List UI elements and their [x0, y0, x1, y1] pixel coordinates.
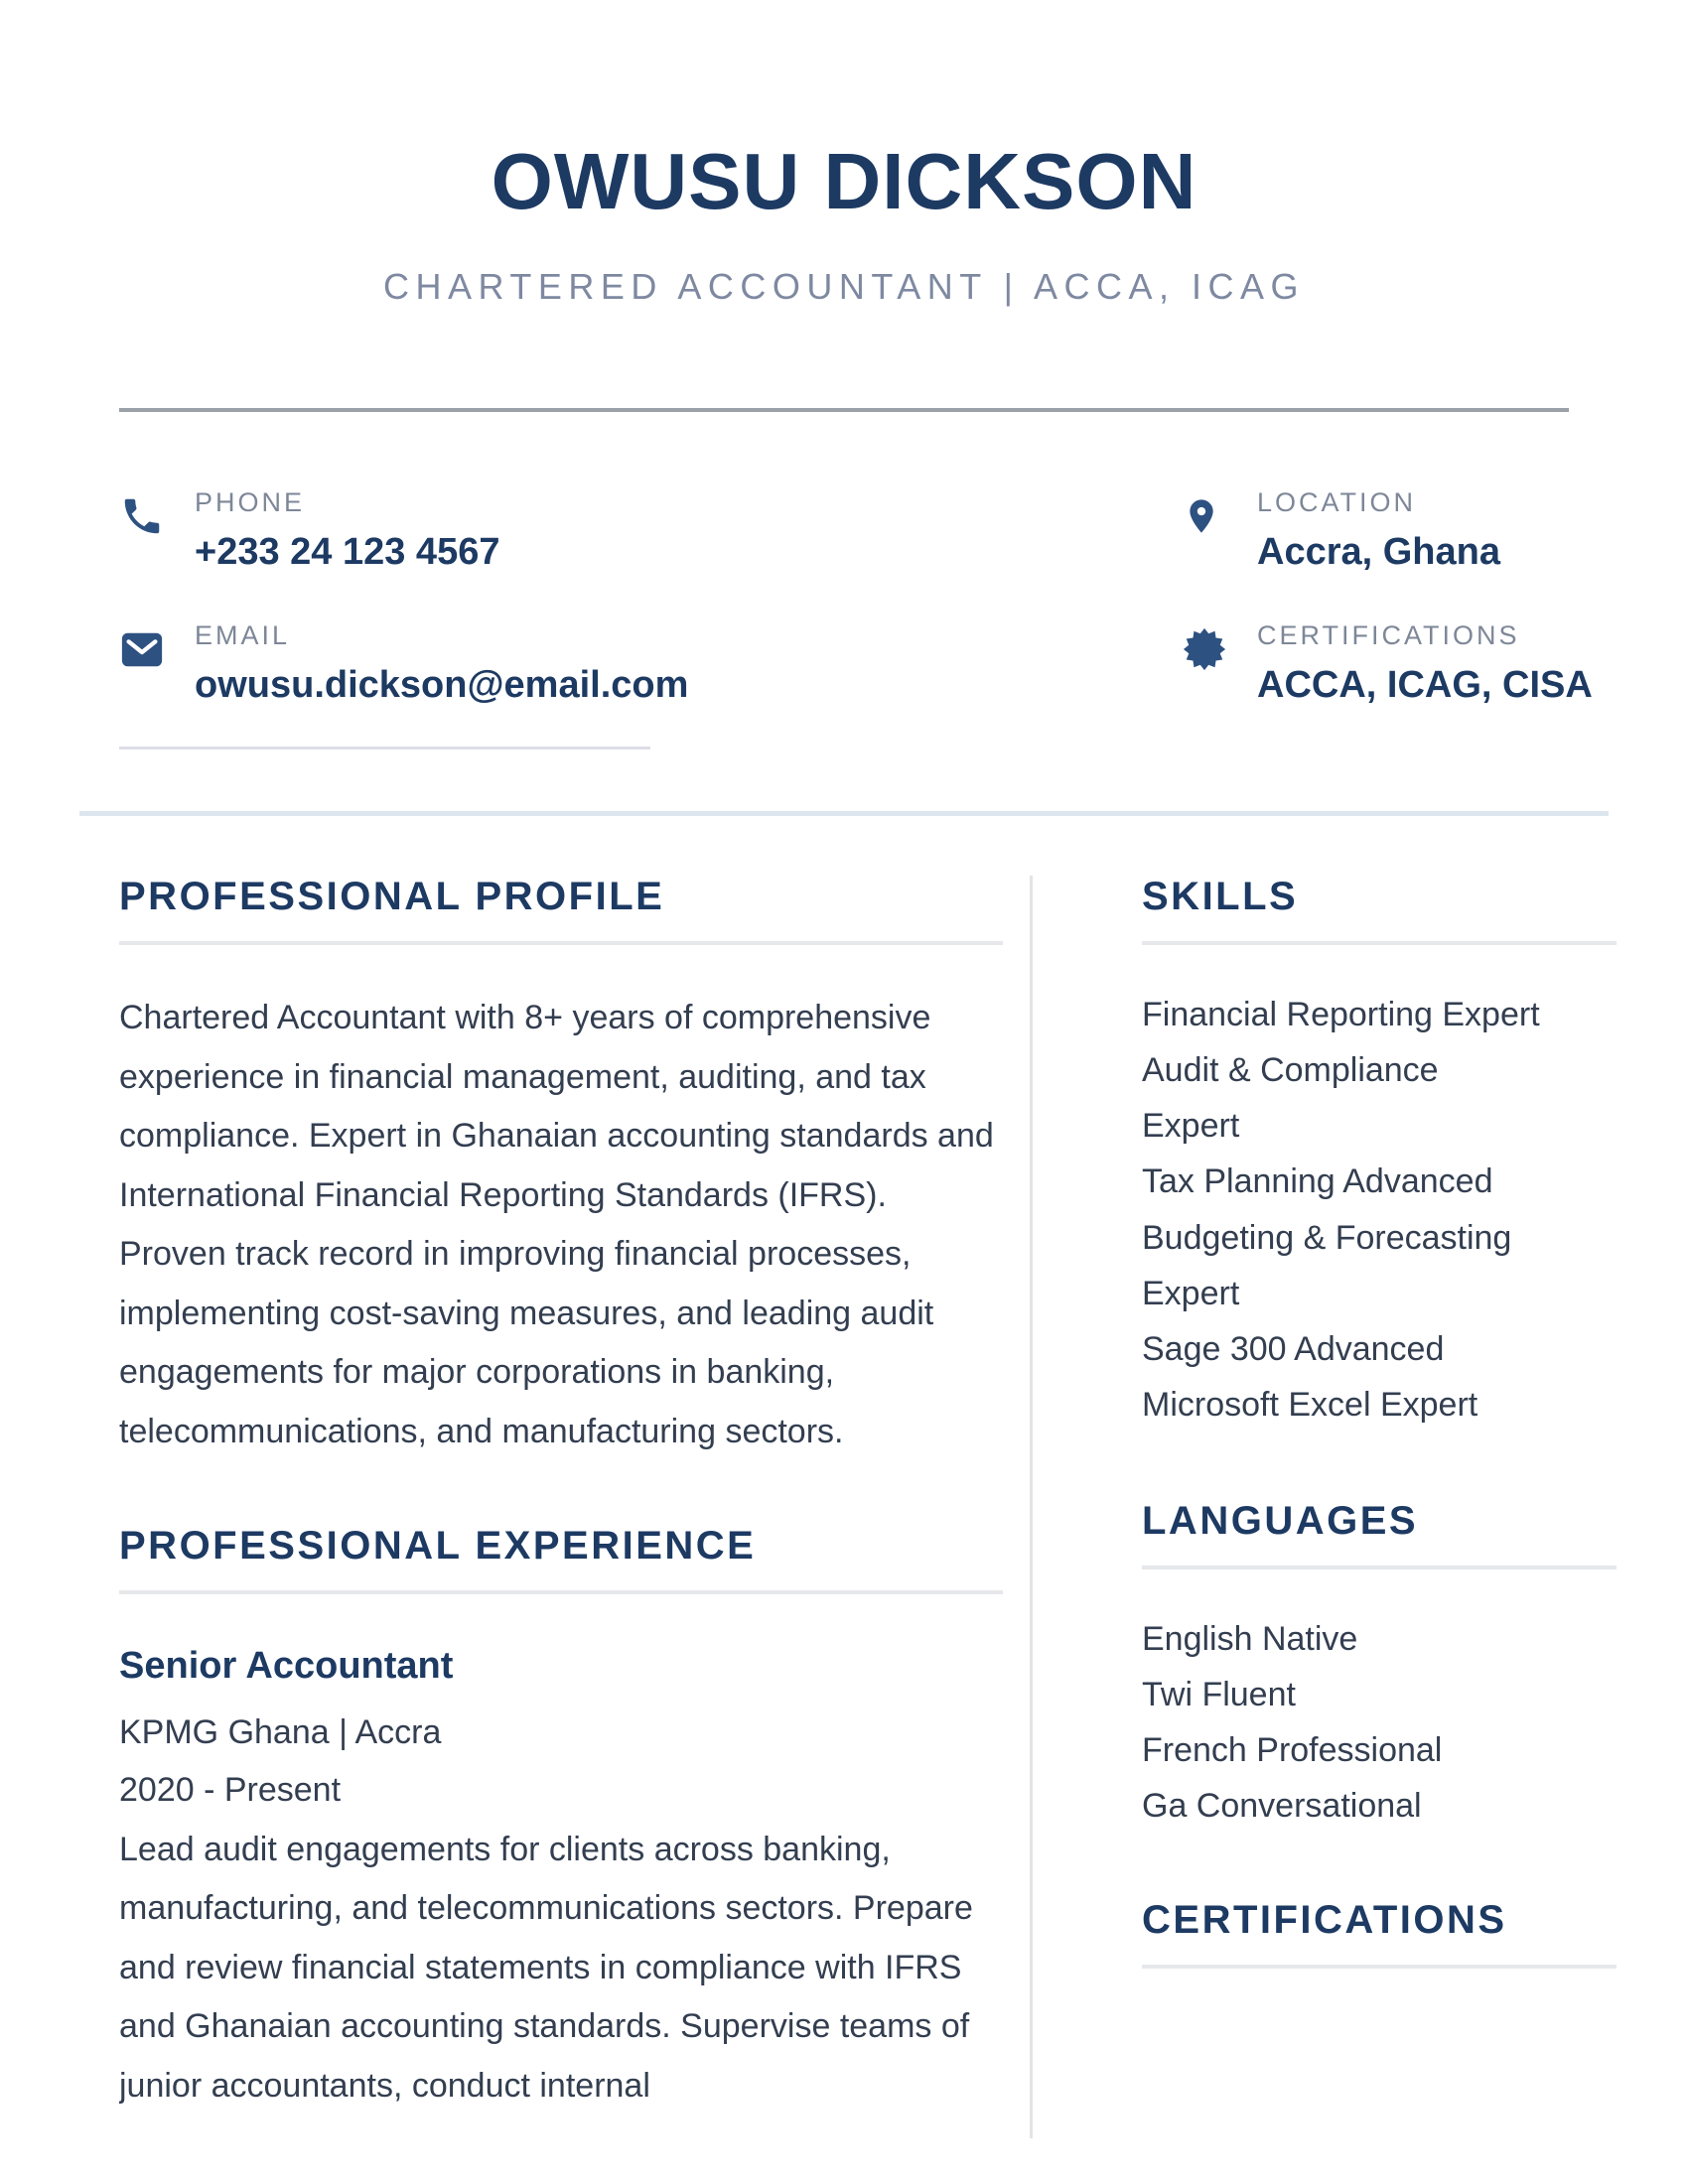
contact-text — [195, 622, 688, 707]
contact-divider — [119, 747, 650, 750]
skills-section-title: SKILLS — [1142, 876, 1299, 919]
job-dates: 2020 - Present — [119, 1771, 342, 1810]
certifications-section — [1142, 1899, 1617, 1969]
contact-label: PHONE — [195, 486, 306, 517]
job-company-location: KPMG Ghana | Accra — [119, 1712, 442, 1751]
certification-seal-icon — [1182, 622, 1231, 677]
skill-line: Expert — [1142, 1107, 1240, 1146]
language-item: Twi Fluent — [1142, 1676, 1296, 1714]
person-name: OWUSU DICKSON — [491, 137, 1197, 225]
section-underline — [119, 941, 1003, 945]
contact-text — [1257, 622, 1593, 707]
skills-list — [1142, 987, 1617, 1433]
section-underline — [1142, 1566, 1617, 1570]
job-title: Senior Accountant — [119, 1645, 454, 1688]
contact-section — [119, 486, 1618, 708]
contact-label: CERTIFICATIONS — [1257, 620, 1520, 651]
languages-section-title: LANGUAGES — [1142, 1498, 1419, 1543]
languages-list — [1142, 1611, 1617, 1834]
skills-section — [1142, 876, 1617, 1433]
person-title: CHARTERED ACCOUNTANT | ACCA, ICAG — [383, 266, 1305, 307]
body-columns — [119, 876, 1618, 2138]
contact-item-phone — [119, 486, 1182, 574]
contact-text — [195, 486, 500, 574]
profile-section-title: PROFESSIONAL PROFILE — [119, 876, 665, 919]
section-underline — [1142, 1965, 1617, 1969]
contact-label: LOCATION — [1257, 486, 1417, 517]
language-item: French Professional — [1142, 1731, 1443, 1770]
languages-section — [1142, 1500, 1617, 1834]
contact-item-certifications — [1182, 622, 1618, 707]
experience-section — [119, 1525, 1003, 2116]
contact-item-location — [1182, 486, 1618, 574]
job-description: Lead audit engagements for clients across banking, manufacturing, and telecommunications sectors. Prepare and review financial statements in compliance with IFRS and Ghanaian accounting standards. Supervise teams of junior accountants, conduct internal — [119, 1830, 973, 2105]
skill-line: Sage 300 Advanced — [1142, 1329, 1445, 1368]
contact-label: EMAIL — [195, 620, 291, 651]
body-divider — [79, 811, 1609, 816]
contact-value-location: Accra, Ghana — [1257, 530, 1500, 573]
language-item: English Native — [1142, 1619, 1358, 1658]
skill-line: Financial Reporting Expert — [1142, 996, 1540, 1034]
header-divider — [119, 408, 1569, 412]
section-underline — [119, 1590, 1003, 1594]
skill-line: Budgeting & Forecasting — [1142, 1218, 1512, 1257]
column-divider — [1030, 876, 1033, 2138]
profile-paragraph: Chartered Accountant with 8+ years of comprehensive experience in financial management, auditing, and tax compliance. Expert in Ghanaian accounting standards and International Financial Reporting Standards (IFRS). Proven track record in improving financial processes, implementing cost-saving measures, and leading audit engagements for major corporations in banking, telecommunications, and manufacturing sectors. — [119, 999, 994, 1450]
contact-text — [1257, 486, 1500, 574]
language-item: Ga Conversational — [1142, 1787, 1422, 1826]
skill-line: Audit & Compliance — [1142, 1051, 1439, 1090]
experience-section-title: PROFESSIONAL EXPERIENCE — [119, 1524, 757, 1569]
contact-value-email: owusu.dickson@email.com — [195, 664, 689, 707]
certifications-section-title: CERTIFICATIONS — [1142, 1898, 1507, 1943]
main-column — [119, 876, 1003, 2138]
sidebar-column — [1142, 876, 1617, 2138]
skill-line: Microsoft Excel Expert — [1142, 1385, 1478, 1424]
skill-line: Tax Planning Advanced — [1142, 1162, 1493, 1201]
job-entry — [119, 1644, 1003, 2116]
phone-icon — [119, 489, 169, 544]
section-underline — [1142, 941, 1617, 945]
location-pin-icon — [1182, 489, 1231, 544]
contact-value-phone: +233 24 123 4567 — [195, 530, 500, 573]
contact-item-email — [119, 622, 1182, 707]
email-icon — [119, 622, 169, 677]
contact-value-certifications: ACCA, ICAG, CISA — [1257, 664, 1593, 707]
profile-section — [119, 876, 1003, 1461]
skill-line: Expert — [1142, 1274, 1240, 1312]
